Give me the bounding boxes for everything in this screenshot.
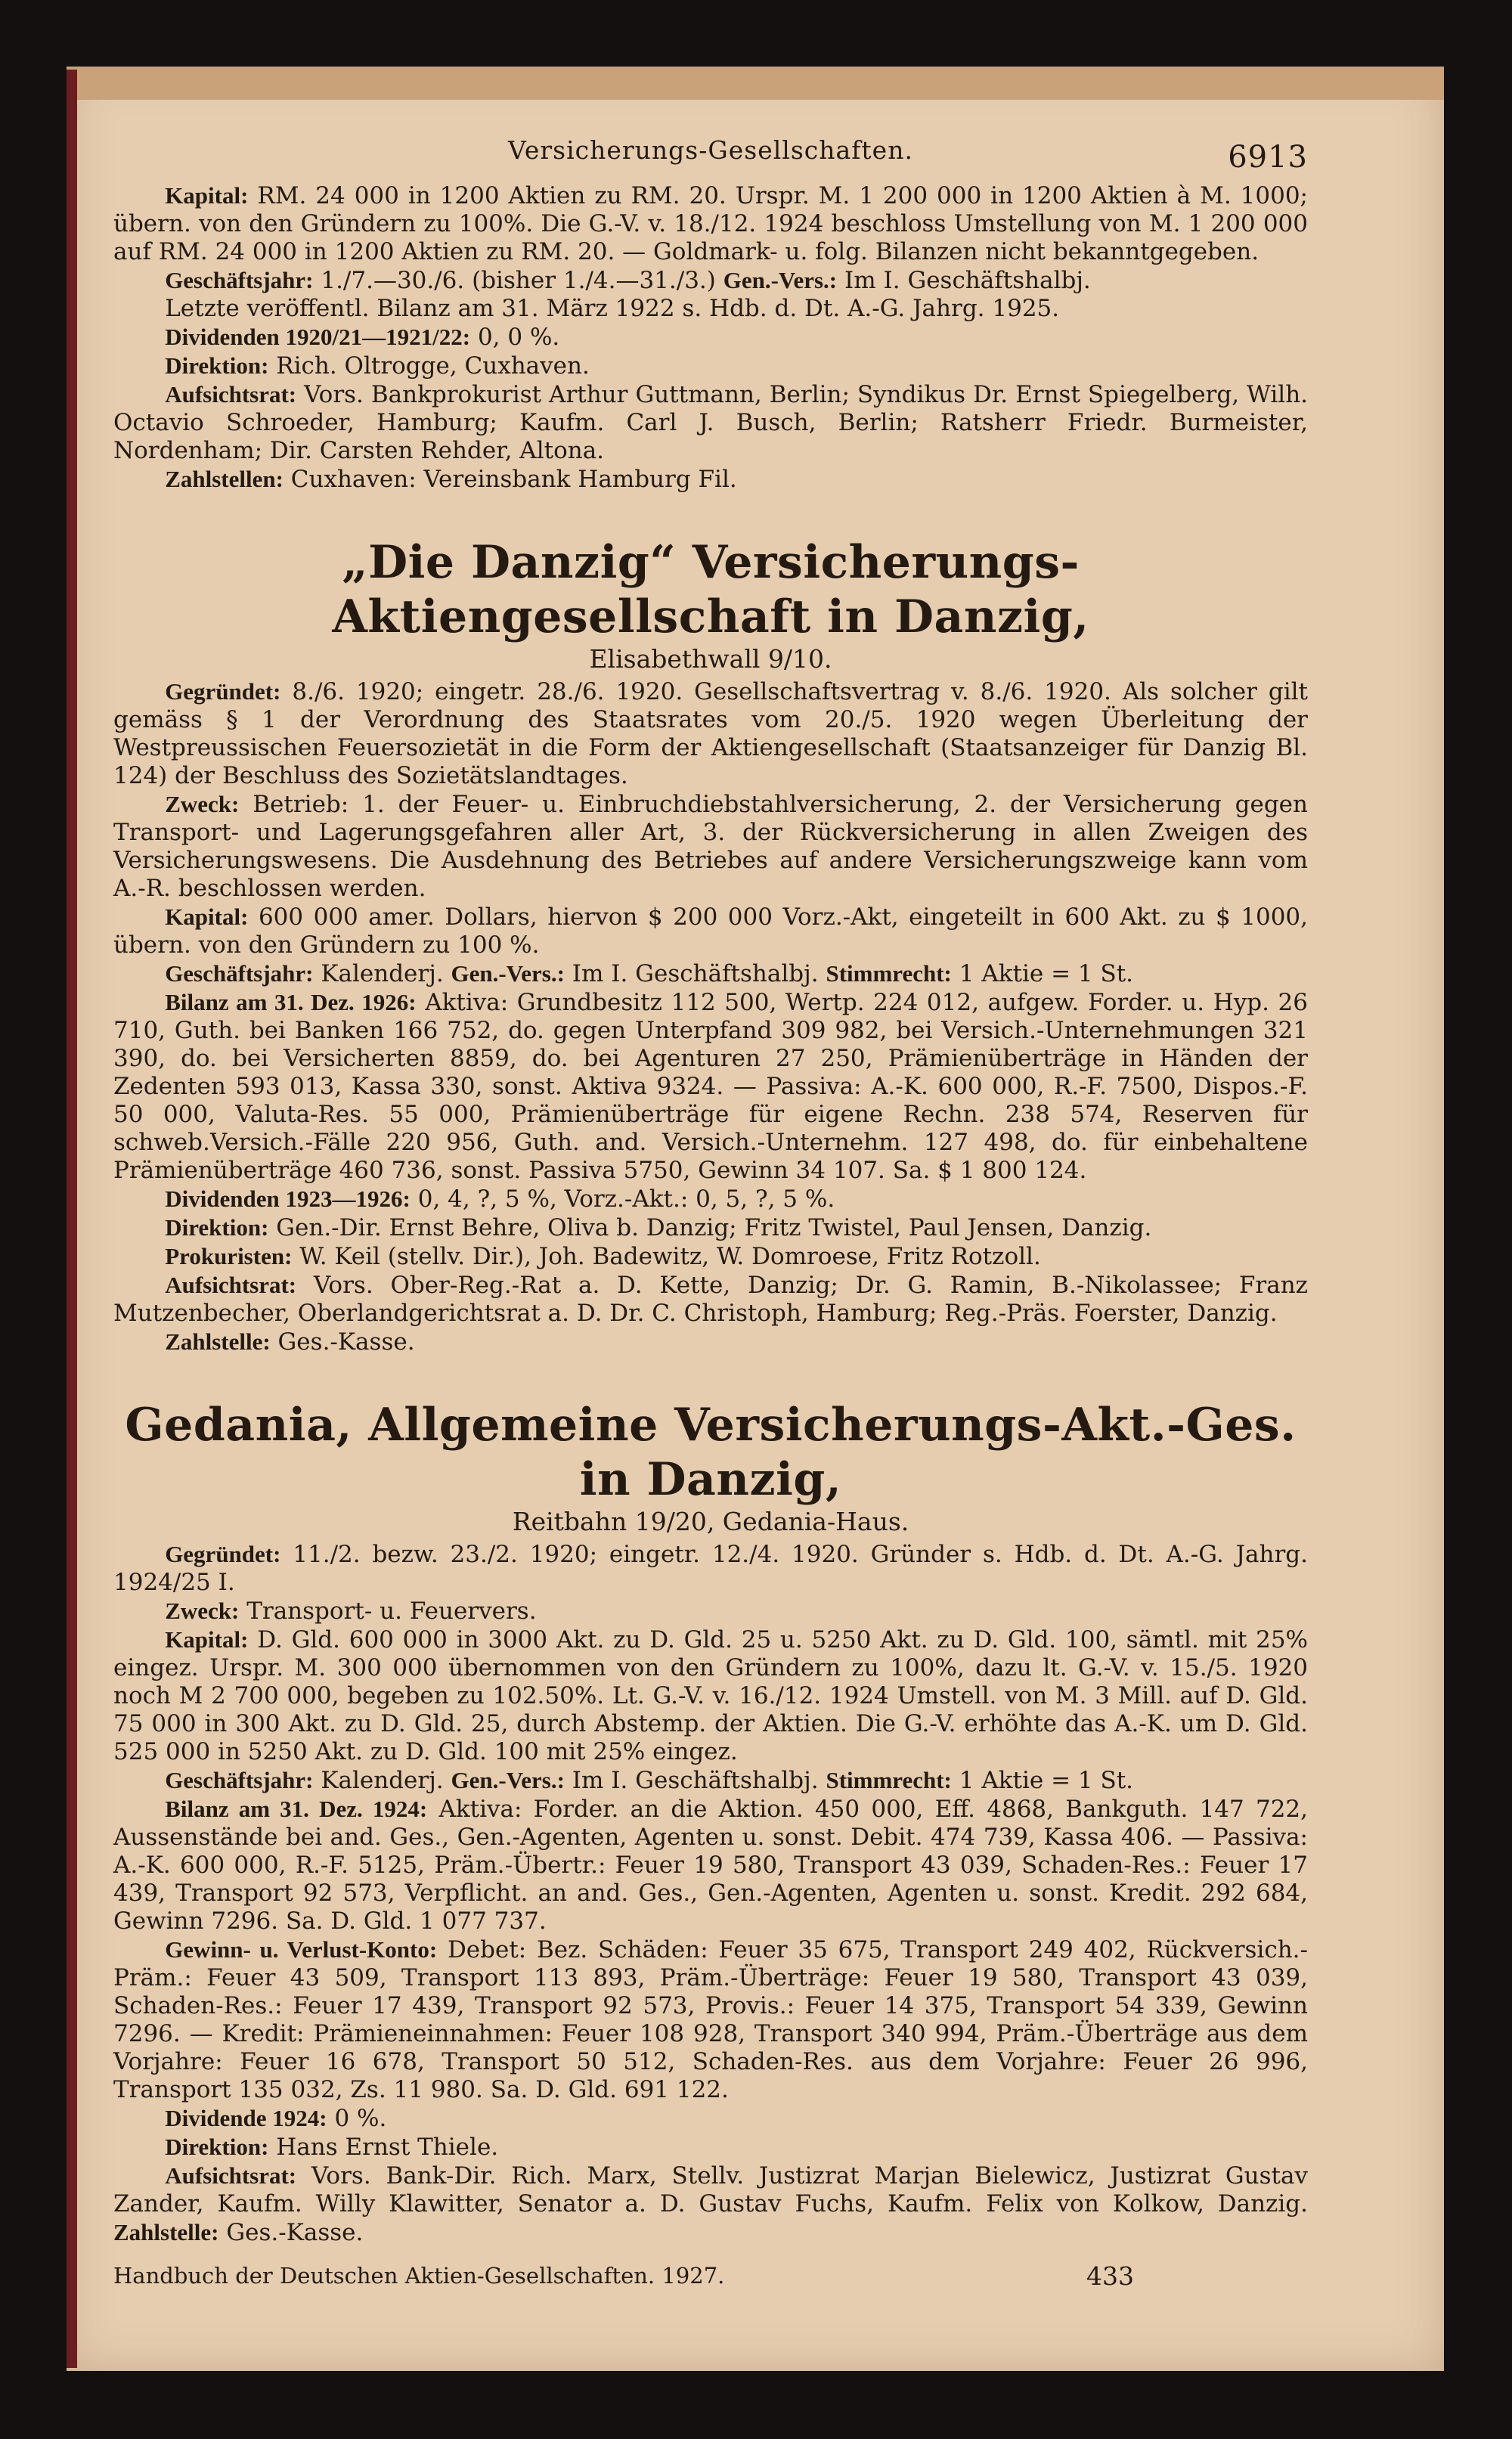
dividende-paragraph: Dividende 1924: 0 %. <box>165 2105 387 2132</box>
zweck-paragraph: Zweck: Transport- u. Feuervers. <box>165 1598 537 1625</box>
company-title: Gedania, Allgemeine Versicherungs-Akt.-Ges. in Danzig, <box>125 1399 1297 1506</box>
footer-page-number: 433 <box>1086 2261 1134 2291</box>
page-top-edge <box>67 67 1444 100</box>
zahlstellen-paragraph: Zahlstellen: Cuxhaven: Vereinsbank Hamburg Fil. <box>165 466 737 493</box>
geschaeftsjahr-paragraph: Geschäftsjahr: Kalenderj. Gen.-Vers.: Im I. Geschäftshalbj. Stimmrecht: 1 Aktie = 1 St. <box>165 960 1134 987</box>
dividenden-paragraph: Dividenden 1923—1926: 0, 4, ?, 5 %, Vorz.-Akt.: 0, 5, ?, 5 %. <box>165 1185 835 1213</box>
page-content <box>113 136 1308 2292</box>
company-title: „Die Danzig“ Versicherungs-Aktiengesellschaft in Danzig, <box>332 536 1089 643</box>
gegruendet-paragraph: Gegründet: 8./6. 1920; eingetr. 28./6. 1920. Gesellschaftsvertrag v. 8./6. 1920. Als solcher gilt gemäss § 1 der Verordnung des Staatsrates vom 20./5. 1920 wegen Überleitung der Westpreussischen Feuersozietät in die Form der Aktiengesellschaft (Staatsanzeiger für Danzig Bl. 124) der Beschluss des Sozietätslandtages. <box>113 678 1308 789</box>
zahlstelle-paragraph: Zahlstelle: Ges.-Kasse. <box>165 1328 415 1356</box>
page-footer <box>113 2262 1308 2292</box>
dividenden-paragraph: Dividenden 1920/21—1921/22: 0, 0 %. <box>165 324 560 351</box>
geschaeftsjahr-paragraph: Geschäftsjahr: Kalenderj. Gen.-Vers.: Im I. Geschäftshalbj. Stimmrecht: 1 Aktie = 1 St. <box>165 1767 1134 1794</box>
bilanz-note: Letzte veröffentl. Bilanz am 31. März 1922 s. Hdb. d. Dt. A.-G. Jahrg. 1925. <box>165 295 1060 322</box>
aufsichtsrat-paragraph: Aufsichtsrat: Vors. Bank-Dir. Rich. Marx, Stellv. Justizrat Marjan Bielewicz, Justizrat Gustav Zander, Kaufm. Willy Klawitter, Senator a. D. Gustav Fuchs, Kaufm. Felix von Kolkow, Danzig. Zahlstelle: Ges.-Kasse. <box>113 2162 1308 2246</box>
prokuristen-paragraph: Prokuristen: W. Keil (stellv. Dir.), Joh. Badewitz, W. Domroese, Fritz Rotzoll. <box>165 1243 1041 1270</box>
company-entry-1 <box>113 181 1308 494</box>
company-address: Elisabethwall 9/10. <box>589 644 832 674</box>
page-number: 6913 <box>1228 140 1308 175</box>
bilanz-paragraph: Bilanz am 31. Dez. 1924: Aktiva: Forder. an die Aktion. 450 000, Eff. 4868, Bankguth. 147 722, Aussenstände bei and. Ges., Gen.-Agenten, Agenten u. sonst. Debit. 474 739, Kassa 406. — Passiva: A.-K. 600 000, R.-F. 5125, Präm.-Übertr.: Feuer 19 580, Transport 43 039, Schaden-Res.: Feuer 17 439, Transport 92 573, Verpflicht. an and. Ges., Gen.-Agenten, Agenten u. sonst. Kredit. 292 684, Gewinn 7296. Sa. D. Gld. 1 077 737. <box>113 1796 1309 1935</box>
direktion-paragraph: Direktion: Hans Ernst Thiele. <box>165 2134 499 2161</box>
company-entry-3 <box>113 1398 1308 2247</box>
zweck-paragraph: Zweck: Betrieb: 1. der Feuer- u. Einbruchdiebstahlversicherung, 2. der Versicherung gegen Transport- und Lagerungsgefahren aller Art, 3. der Rückversicherung in allen Zweigen des Versicherungswesens. Die Ausdehnung des Betriebes auf andere Versicherungszweige kann vom A.-R. beschlossen werden. <box>113 791 1308 902</box>
kapital-paragraph: Kapital: RM. 24 000 in 1200 Aktien zu RM. 20. Urspr. M. 1 200 000 in 1200 Aktien à M. 1000; übern. von den Gründern zu 100%. Die G.-V. v. 18./12. 1924 beschloss Umstellung von M. 1 200 000 auf RM. 24 000 in 1200 Aktien zu RM. 20. — Goldmark- u. folg. Bilanzen nicht bekanntgegeben. <box>113 182 1308 265</box>
kapital-paragraph: Kapital: 600 000 amer. Dollars, hiervon $ 200 000 Vorz.-Akt, eingeteilt in 600 Akt. zu $ 1000, übern. von den Gründern zu 100 %. <box>113 903 1308 959</box>
aufsichtsrat-paragraph: Aufsichtsrat: Vors. Ober-Reg.-Rat a. D. Kette, Danzig; Dr. G. Ramin, B.-Nikolassee; Franz Mutzenbecher, Oberlandgerichtsrat a. D. Dr. C. Christoph, Hamburg; Reg.-Präs. Foerster, Danzig. <box>113 1272 1309 1327</box>
bilanz-paragraph: Bilanz am 31. Dez. 1926: Aktiva: Grundbesitz 112 500, Wertp. 224 012, aufgew. Forder. u. Hyp. 26 710, Guth. bei Banken 166 752, do. gegen Unterpfand 309 982, bei Versich.-Unternehmungen 321 390, do. bei Versicherten 8859, do. bei Agenturen 27 250, Prämienüberträge in Händen der Zedenten 593 013, Kassa 330, sonst. Aktiva 9324. — Passiva: A.-K. 600 000, R.-F. 7500, Dispos.-F. 50 000, Valuta-Res. 55 000, Prämienüberträge für eigene Rechn. 238 574, Reserven für schweb.Versich.-Fälle 220 956, Guth. and. Versich.-Unternehm. 127 498, do. für einbehaltene Prämienüberträge 460 736, sonst. Passiva 5750, Gewinn 34 107. Sa. $ 1 800 124. <box>113 989 1308 1184</box>
geschaeftsjahr-paragraph: Geschäftsjahr: 1./7.—30./6. (bisher 1./4.—31./3.) Gen.-Vers.: Im I. Geschäftshalbj. <box>165 267 1091 294</box>
direktion-paragraph: Direktion: Rich. Oltrogge, Cuxhaven. <box>165 352 590 380</box>
gegruendet-paragraph: Gegründet: 11./2. bezw. 23./2. 1920; eingetr. 12./4. 1920. Gründer s. Hdb. d. Dt. A.-G. Jahrg. 1924/25 I. <box>113 1541 1308 1596</box>
aufsichtsrat-paragraph: Aufsichtsrat: Vors. Bankprokurist Arthur Guttmann, Berlin; Syndikus Dr. Ernst Spiegelberg, Wilh. Octavio Schroeder, Hamburg; Kaufm. Carl J. Busch, Berlin; Ratsherr Friedr. Burmeister, Nordenham; Dir. Carsten Rehder, Altona. <box>113 381 1309 464</box>
running-header <box>113 136 1308 181</box>
company-address: Reitbahn 19/20, Gedania-Haus. <box>512 1507 909 1536</box>
page-binding-edge <box>67 70 77 2368</box>
footer-text: Handbuch der Deutschen Aktien-Gesellschaften. 1927. <box>113 2263 725 2289</box>
guv-paragraph: Gewinn- u. Verlust-Konto: Debet: Bez. Schäden: Feuer 35 675, Transport 249 402, Rückversich.-Präm.: Feuer 43 509, Transport 113 893, Präm.-Überträge: Feuer 19 580, Transport 43 039, Schaden-Res.: Feuer 17 439, Transport 92 573, Provis.: Feuer 14 375, Transport 54 339, Gewinn 7296. — Kredit: Prämieneinnahmen: Feuer 108 928, Transport 340 994, Präm.-Überträge aus dem Vorjahre: Feuer 16 678, Transport 50 512, Schaden-Res. aus dem Vorjahre: Feuer 26 996, Transport 135 032, Zs. 11 980. Sa. D. Gld. 691 122. <box>113 1936 1309 2103</box>
direktion-paragraph: Direktion: Gen.-Dir. Ernst Behre, Oliva b. Danzig; Fritz Twistel, Paul Jensen, Danzig. <box>165 1214 1152 1241</box>
company-entry-2 <box>113 535 1308 1356</box>
running-title: Versicherungs-Gesellschaften. <box>508 135 913 165</box>
kapital-paragraph: Kapital: D. Gld. 600 000 in 3000 Akt. zu D. Gld. 25 u. 5250 Akt. zu D. Gld. 100, sämtl. mit 25% eingez. Urspr. M. 300 000 übernommen von den Gründern zu 100%, dazu lt. G.-V. v. 15./5. 1920 noch M 2 700 000, begeben zu 102.50%. Lt. G.-V. v. 16./12. 1924 Umstell. von M. 3 Mill. auf D. Gld. 75 000 in 300 Akt. zu D. Gld. 25, durch Abstemp. der Aktien. Die G.-V. erhöhte das A.-K. um D. Gld. 525 000 in 5250 Akt. zu D. Gld. 100 mit 25% eingez. <box>113 1626 1309 1765</box>
